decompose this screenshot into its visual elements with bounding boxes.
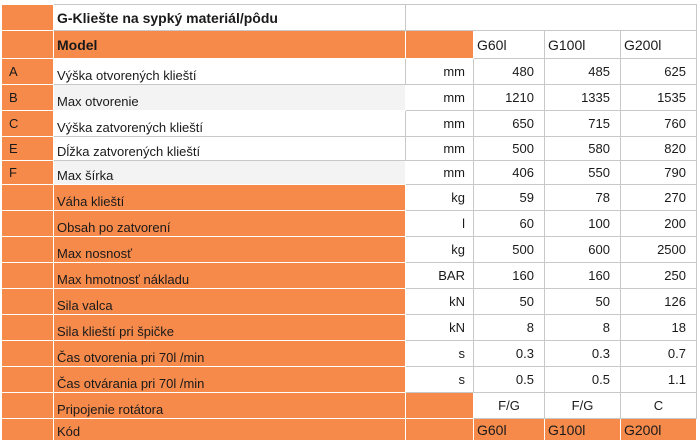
- row-unit: kg: [406, 185, 474, 211]
- row-code: [2, 393, 54, 419]
- row-value-g200: 820: [621, 137, 697, 161]
- row-code: [2, 263, 54, 289]
- footer-g100: G100l: [545, 419, 621, 441]
- row-code: [2, 315, 54, 341]
- footer-row: [2, 419, 697, 441]
- row-code: [2, 367, 54, 393]
- row-unit: mm: [406, 85, 474, 111]
- table-row: [2, 237, 697, 263]
- table-row: [2, 367, 697, 393]
- row-code: [2, 341, 54, 367]
- row-value-g200: 250: [621, 263, 697, 289]
- row-label: Čas otvárania pri 70l /min: [54, 367, 406, 393]
- row-value-g200: 200: [621, 211, 697, 237]
- row-value-g100: 78: [545, 185, 621, 211]
- row-unit: mm: [406, 161, 474, 185]
- row-value-g200: C: [621, 393, 697, 419]
- row-code: C: [2, 111, 54, 137]
- row-unit: mm: [406, 59, 474, 85]
- row-label: Pripojenie rotátora: [54, 393, 406, 419]
- row-unit: BAR: [406, 263, 474, 289]
- row-label: Max otvorenie: [54, 85, 406, 111]
- row-value-g100: 580: [545, 137, 621, 161]
- row-value-g60: 500: [474, 237, 545, 263]
- footer-unit-blank: [406, 419, 474, 441]
- model-g60: G60l: [474, 31, 545, 59]
- row-value-g60: 480: [474, 59, 545, 85]
- table-row: [2, 289, 697, 315]
- row-value-g100: 160: [545, 263, 621, 289]
- corner-cell: [2, 5, 54, 31]
- footer-g200: G200l: [621, 419, 697, 441]
- row-value-g100: 550: [545, 161, 621, 185]
- row-value-g200: 790: [621, 161, 697, 185]
- row-code: B: [2, 85, 54, 111]
- title-blank: [406, 5, 697, 31]
- row-value-g60: 1210: [474, 85, 545, 111]
- row-value-g100: 0.5: [545, 367, 621, 393]
- row-value-g100: 1335: [545, 85, 621, 111]
- row-label: Max šírka: [54, 161, 406, 185]
- row-label: Sila klieští pri špičke: [54, 315, 406, 341]
- row-value-g200: 1535: [621, 85, 697, 111]
- footer-g60: G60l: [474, 419, 545, 441]
- table-row: [2, 341, 697, 367]
- side-blank: [2, 31, 54, 59]
- row-value-g100: 485: [545, 59, 621, 85]
- row-unit: mm: [406, 137, 474, 161]
- model-label: Model: [54, 31, 406, 59]
- row-unit: kN: [406, 289, 474, 315]
- row-label: Váha klieští: [54, 185, 406, 211]
- row-value-g60: 50: [474, 289, 545, 315]
- row-unit: s: [406, 367, 474, 393]
- row-value-g60: 59: [474, 185, 545, 211]
- row-value-g100: 50: [545, 289, 621, 315]
- row-value-g100: 600: [545, 237, 621, 263]
- row-code: [2, 185, 54, 211]
- row-unit: l: [406, 211, 474, 237]
- row-label: Výška otvorených klieští: [54, 59, 406, 85]
- row-label: Dĺžka zatvorených klieští: [54, 137, 406, 161]
- row-value-g200: 760: [621, 111, 697, 137]
- row-unit: kN: [406, 315, 474, 341]
- model-g100: G100l: [545, 31, 621, 59]
- row-code: [2, 237, 54, 263]
- row-value-g200: 18: [621, 315, 697, 341]
- row-value-g60: F/G: [474, 393, 545, 419]
- row-value-g100: 100: [545, 211, 621, 237]
- row-value-g60: 160: [474, 263, 545, 289]
- table-title: G-Kliešte na sypký materiál/pôdu: [54, 5, 406, 31]
- row-code: A: [2, 59, 54, 85]
- row-value-g60: 60: [474, 211, 545, 237]
- table-row: [2, 161, 697, 185]
- row-value-g100: F/G: [545, 393, 621, 419]
- table-row: [2, 185, 697, 211]
- row-value-g200: 2500: [621, 237, 697, 263]
- model-unit-blank: [406, 31, 474, 59]
- row-code: [2, 289, 54, 315]
- table-row: [2, 59, 697, 85]
- row-code: [2, 211, 54, 237]
- row-value-g100: 715: [545, 111, 621, 137]
- model-row: [2, 31, 697, 59]
- title-row: [2, 5, 697, 31]
- table-row: [2, 111, 697, 137]
- row-label: Obsah po zatvorení: [54, 211, 406, 237]
- table-row: [2, 315, 697, 341]
- row-unit: mm: [406, 111, 474, 137]
- row-value-g60: 650: [474, 111, 545, 137]
- row-unit: kg: [406, 237, 474, 263]
- row-code: F: [2, 161, 54, 185]
- row-label: Výška zatvorených klieští: [54, 111, 406, 137]
- row-unit: [406, 393, 474, 419]
- row-value-g200: 1.1: [621, 367, 697, 393]
- row-value-g60: 0.5: [474, 367, 545, 393]
- row-value-g60: 406: [474, 161, 545, 185]
- row-value-g60: 8: [474, 315, 545, 341]
- row-value-g200: 0.7: [621, 341, 697, 367]
- footer-label: Kód: [54, 419, 406, 441]
- table-row: [2, 393, 697, 419]
- row-value-g200: 270: [621, 185, 697, 211]
- spec-table: [1, 4, 697, 441]
- row-value-g200: 625: [621, 59, 697, 85]
- row-unit: s: [406, 341, 474, 367]
- row-code: E: [2, 137, 54, 161]
- row-value-g60: 500: [474, 137, 545, 161]
- table-row: [2, 137, 697, 161]
- row-label: Čas otvorenia pri 70l /min: [54, 341, 406, 367]
- row-value-g200: 126: [621, 289, 697, 315]
- row-value-g100: 0.3: [545, 341, 621, 367]
- row-label: Max nosnosť: [54, 237, 406, 263]
- row-value-g60: 0.3: [474, 341, 545, 367]
- row-value-g100: 8: [545, 315, 621, 341]
- table-row: [2, 211, 697, 237]
- row-label: Sila valca: [54, 289, 406, 315]
- row-label: Max hmotnosť nákladu: [54, 263, 406, 289]
- footer-side: [2, 419, 54, 441]
- table-row: [2, 85, 697, 111]
- table-row: [2, 263, 697, 289]
- model-g200: G200l: [621, 31, 697, 59]
